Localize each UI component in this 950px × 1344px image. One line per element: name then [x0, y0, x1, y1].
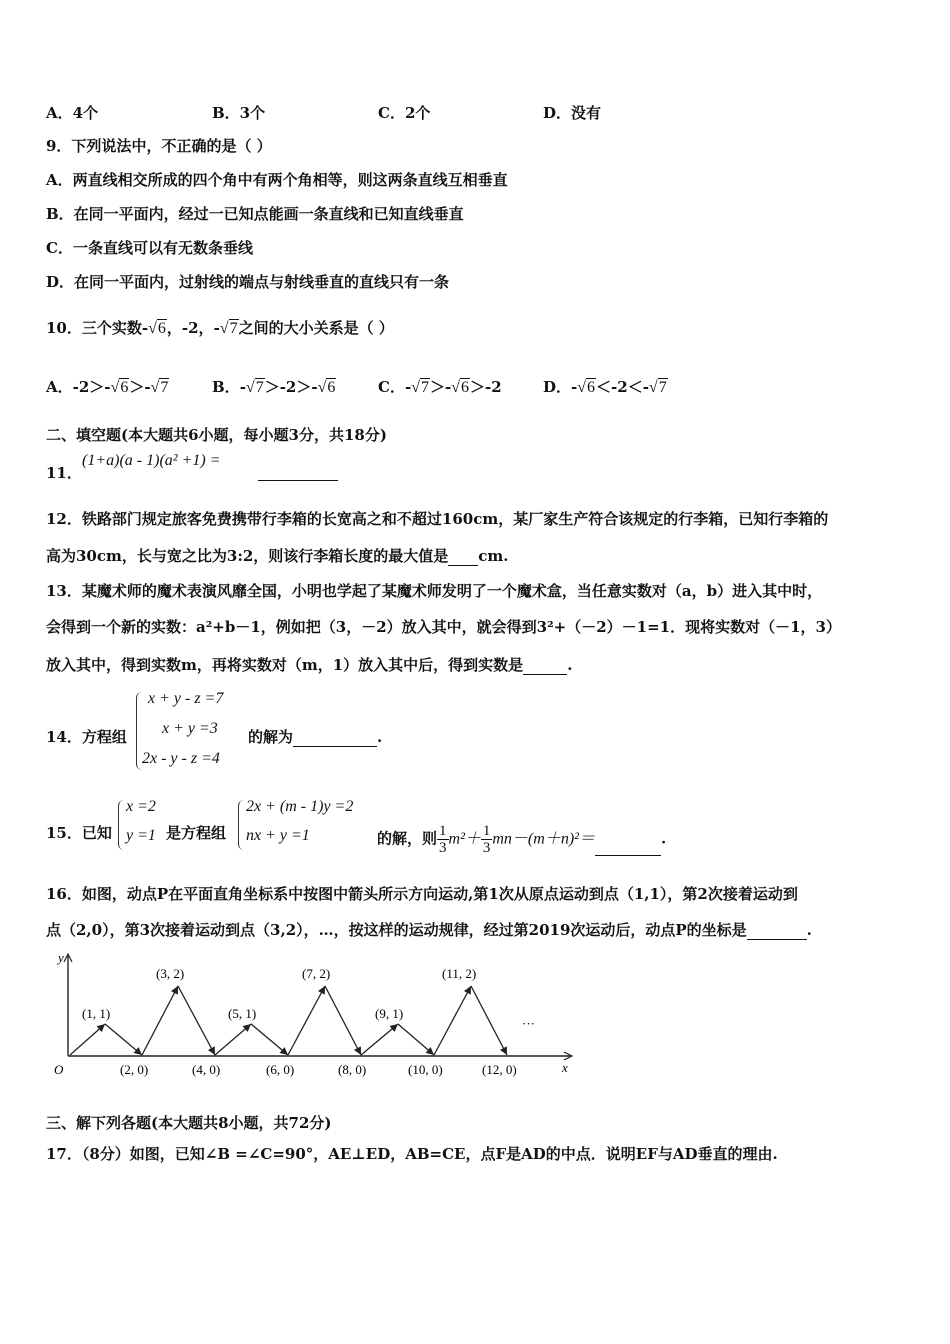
answer-blank-14	[293, 732, 377, 747]
point-label: (6, 0)	[266, 1062, 295, 1077]
question-16-line-2: 点（2,0），第3次接着运动到点（3,2），…，按这样的运动规律，经过第2019次运动后，动点P的坐标是 .	[46, 921, 812, 939]
fraction-one-third-b: $\frac{1}{3}$	[482, 823, 491, 856]
answer-blank-15	[595, 841, 661, 856]
solution-brace	[118, 800, 124, 850]
solution-x: x =2	[126, 798, 156, 815]
q10-prefix: 10．三个实数	[46, 319, 142, 337]
q10-mid: ，-2，	[166, 319, 214, 337]
point-label: (7, 2)	[302, 966, 331, 981]
q10-suffix: 之间的大小关系是（ ）	[238, 319, 394, 337]
q10-neg-2: -	[213, 319, 220, 337]
question-14-tail: 的解为 .	[248, 728, 383, 746]
question-11-expression: (1+a)(a - 1)(a² +1) =	[82, 452, 221, 469]
answer-blank-13	[523, 660, 567, 675]
question-10-option-a: A．-2＞-√6＞-√7	[46, 378, 169, 396]
origin-label: O	[54, 1062, 64, 1077]
system-eq-1: 2x + (m - 1)y =2	[246, 798, 354, 815]
question-12-line-1: 12．铁路部门规定旅客免费携带行李箱的长宽高之和不超过160cm，某厂家生产符合该规定的行李箱，已知行李箱的	[46, 510, 829, 528]
question-9-option-a: A．两直线相交所成的四个角中有两个角相等，则这两条直线互相垂直	[46, 171, 508, 189]
question-10-option-c: C．-√7＞-√6＞-2	[378, 378, 502, 396]
question-15-tail: 的解，则 $\frac{1}{3}$ m²＋ $\frac{1}{3}$ mn－(m＋n)²＝ .	[377, 823, 667, 856]
question-10-stem	[46, 318, 394, 339]
point-label: (11, 2)	[442, 966, 477, 981]
question-16-line-1: 16．如图，动点P在平面直角坐标系中按图中箭头所示方向运动,第1次从原点运动到点（1,1），第2次接着运动到	[46, 885, 798, 903]
equation-1: x + y - z =7	[148, 690, 224, 707]
question-17: 17．（8分）如图，已知∠B =∠C=90°，AE⊥ED，AB=CE，点F是AD的中点．说明EF与AD垂直的理由.	[46, 1145, 778, 1163]
y-axis-label: y	[58, 950, 64, 965]
question-14-label: 14．方程组	[46, 728, 127, 746]
point-label: (4, 0)	[192, 1062, 221, 1077]
option-b: B．3个	[212, 104, 266, 122]
section-3-heading: 三、解下列各题(本大题共8小题，共72分)	[46, 1114, 332, 1132]
point-label: (5, 1)	[228, 1006, 257, 1021]
question-9-option-d: D．在同一平面内，过射线的端点与射线垂直的直线只有一条	[46, 273, 450, 291]
question-12-line-2: 高为30cm，长与宽之比为3:2，则该行李箱长度的最大值是 cm.	[46, 547, 509, 565]
answer-blank-12	[448, 551, 478, 566]
point-label: (12, 0)	[482, 1062, 517, 1077]
point-label: (2, 0)	[120, 1062, 149, 1077]
point-label: (8, 0)	[338, 1062, 367, 1077]
question-9-option-c: C．一条直线可以有无数条垂线	[46, 239, 253, 257]
section-2-heading: 二、填空题(本大题共6小题，每小题3分，共18分)	[46, 426, 387, 444]
sqrt-7: √7	[219, 320, 238, 337]
sqrt-6: √6	[148, 320, 166, 337]
equation-3: 2x - y - z =4	[142, 750, 220, 767]
point-label: (10, 0)	[408, 1062, 443, 1077]
question-15-label: 15．已知	[46, 824, 112, 842]
question-13-line-2: 会得到一个新的实数：a²+b－1，例如把（3，－2）放入其中，就会得到3²+（－2）－1=1．现将实数对（－1，3）	[46, 618, 841, 636]
question-9-option-b: B．在同一平面内，经过一已知点能画一条直线和已知直线垂直	[46, 205, 464, 223]
ellipsis: ···	[522, 1016, 535, 1031]
x-axis-label: x	[562, 1060, 568, 1075]
question-13-line-1: 13．某魔术师的魔术表演风靡全国，小明也学起了某魔术师发明了一个魔术盒，当任意实数对（a，b）进入其中时，	[46, 582, 823, 600]
equation-2: x + y =3	[162, 720, 218, 737]
question-10-option-d: D．-√6＜-2＜-√7	[543, 378, 667, 396]
question-13-line-3: 放入其中，得到实数m，再将实数对（m，1）放入其中后，得到实数是 .	[46, 656, 573, 674]
answer-blank-11	[258, 468, 338, 481]
point-label: (3, 2)	[156, 966, 185, 981]
solution-y: y =1	[126, 827, 156, 844]
option-d: D．没有	[543, 104, 602, 122]
option-c: C．2个	[378, 104, 431, 122]
fraction-one-third-a: $\frac{1}{3}$	[439, 823, 447, 856]
system-brace	[238, 800, 244, 850]
system-eq-2: nx + y =1	[246, 827, 310, 844]
point-label: (1, 1)	[82, 1006, 111, 1021]
question-15-mid: 是方程组	[166, 824, 227, 842]
question-9-stem: 9．下列说法中，不正确的是（ ）	[46, 137, 272, 155]
question-10-option-b: B．-√7＞-2＞-√6	[212, 378, 336, 396]
option-a: A．4个	[46, 104, 99, 122]
question-11-number: 11．	[46, 464, 82, 482]
motion-path-graph	[40, 948, 580, 1088]
motion-path	[70, 986, 507, 1055]
q10-neg: -	[141, 319, 149, 337]
answer-blank-16	[747, 925, 807, 940]
point-label: (9, 1)	[375, 1006, 404, 1021]
